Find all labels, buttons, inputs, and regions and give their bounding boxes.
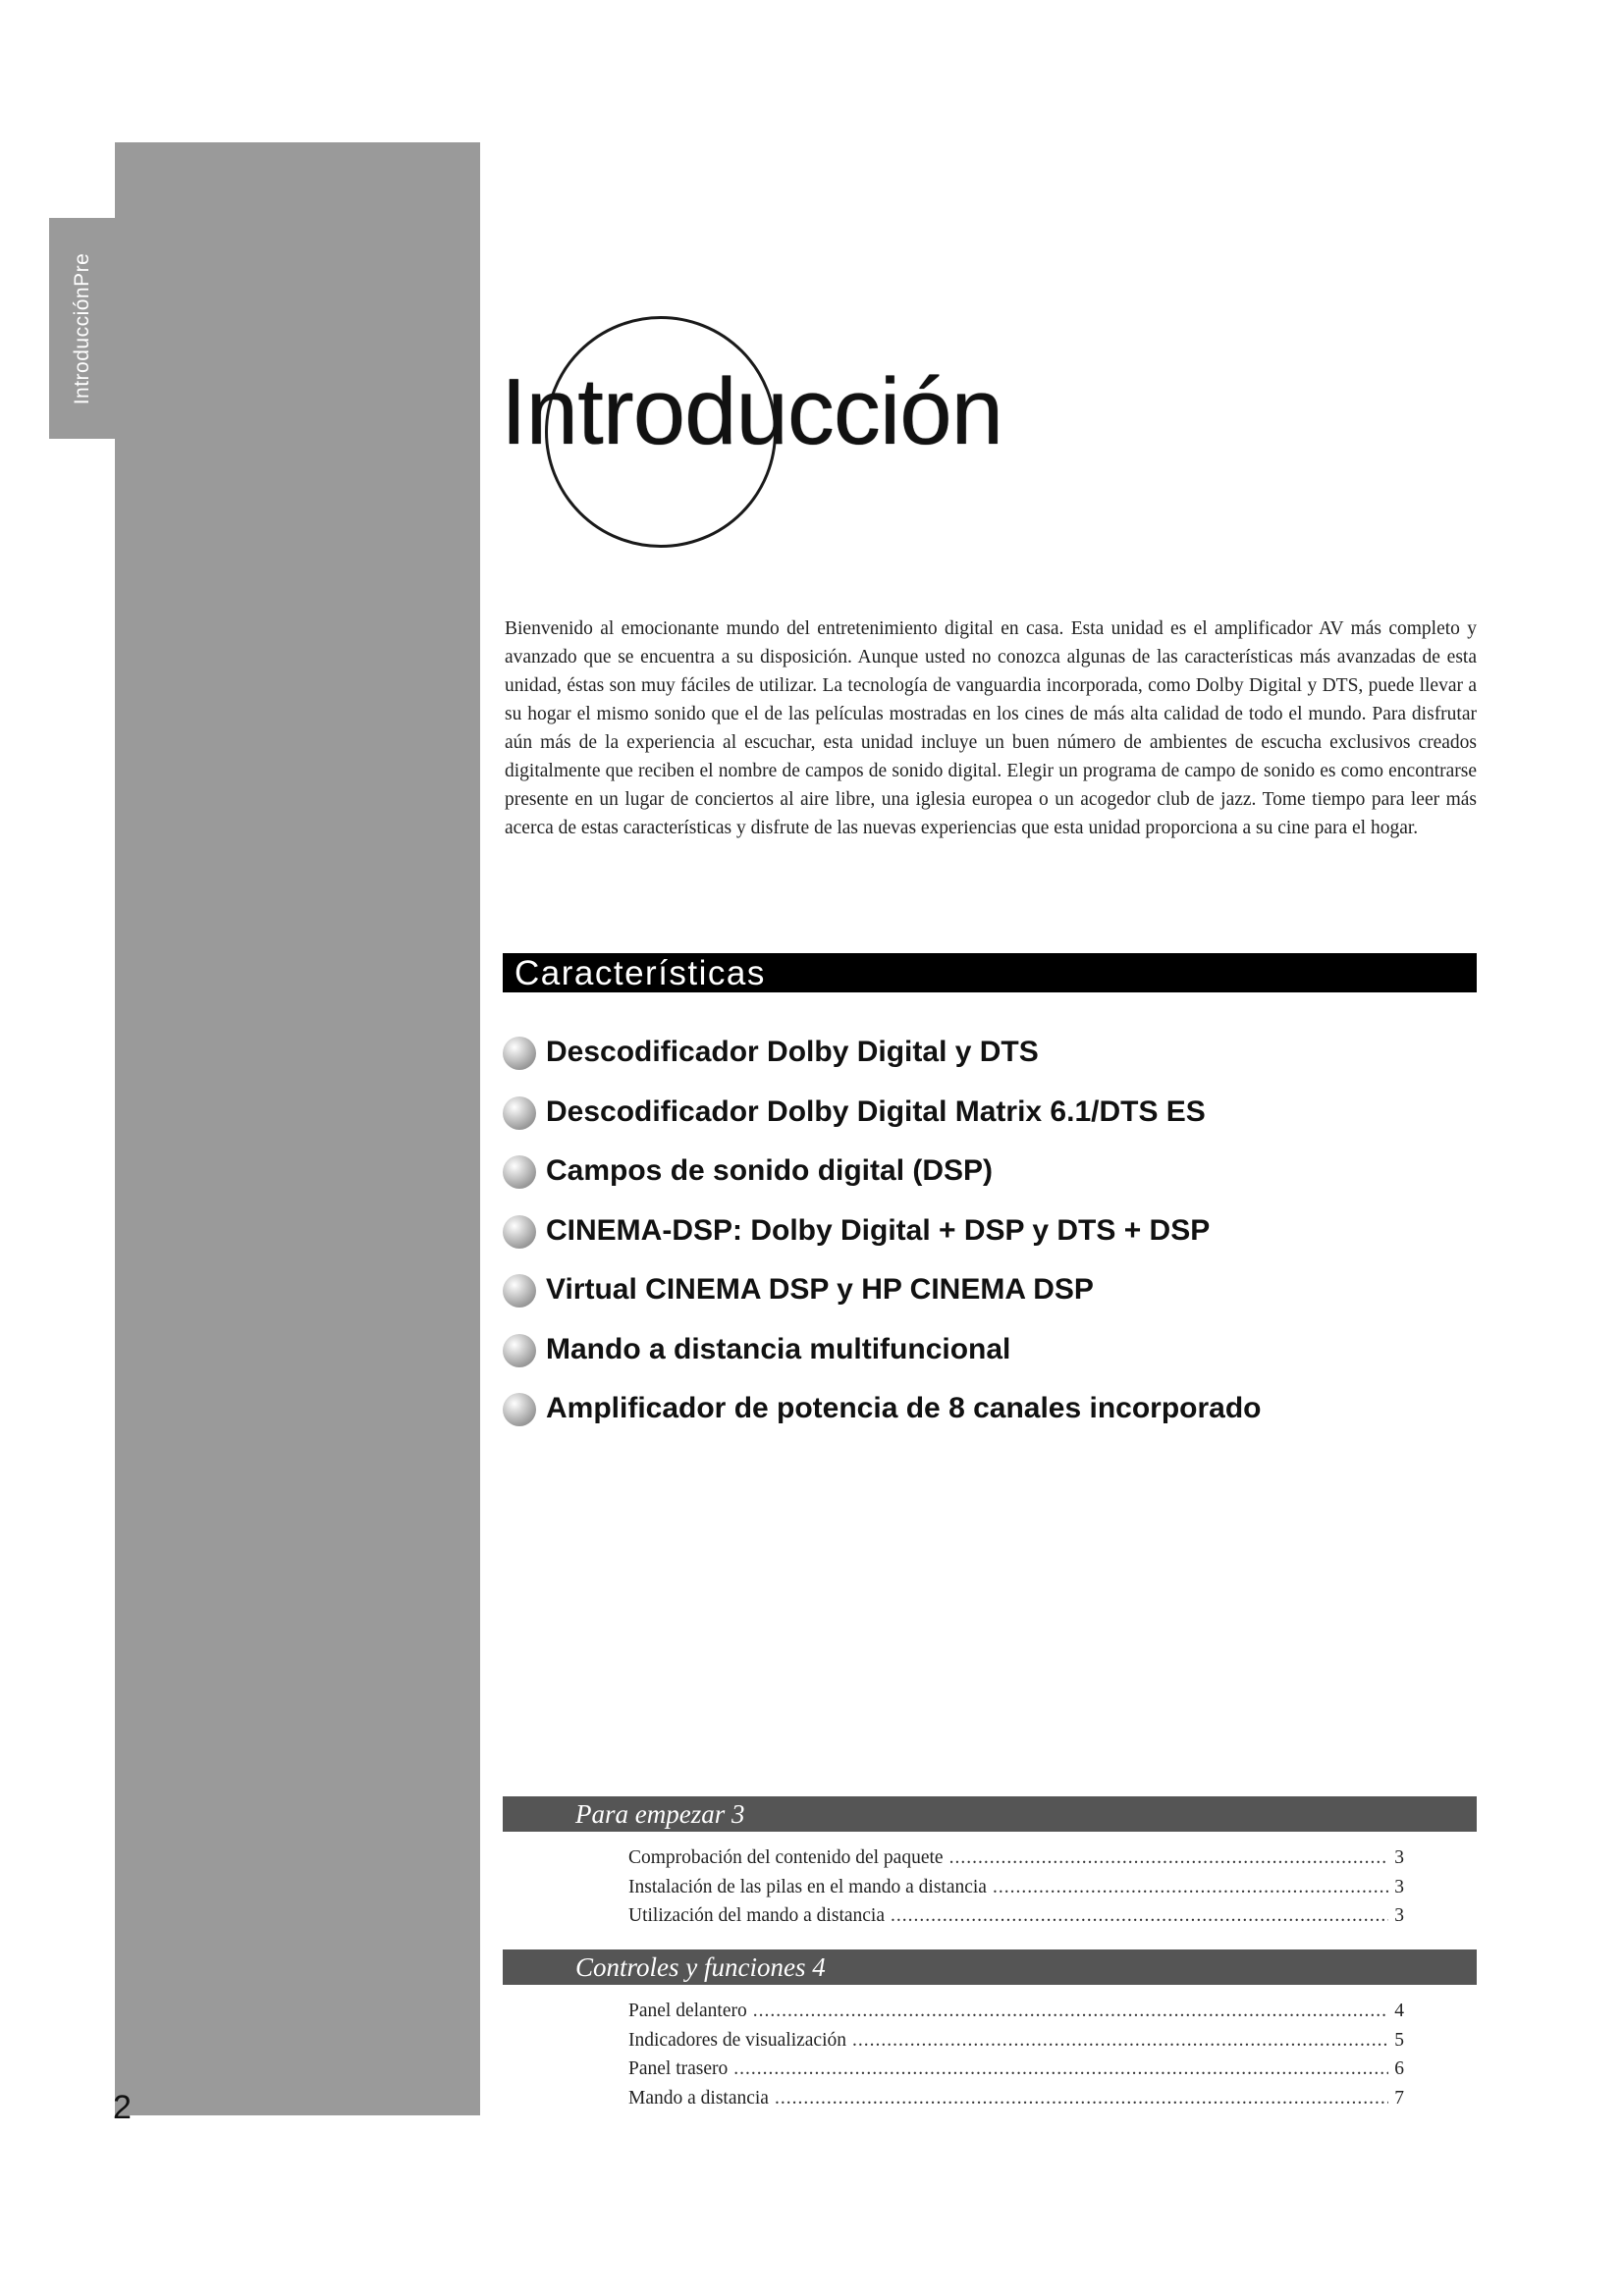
features-list <box>503 1035 1262 1451</box>
feature-item <box>503 1095 1262 1154</box>
toc-leader-dots <box>733 2055 1388 2083</box>
toc-entry-page: 3 <box>1394 1905 1404 1926</box>
toc-entry-page: 7 <box>1394 2087 1404 2109</box>
toc-entry-label: Utilización del mando a distancia <box>628 1905 885 1926</box>
toc-entry-page: 3 <box>1394 1876 1404 1897</box>
toc-entry-label: Indicadores de visualización <box>628 2029 846 2051</box>
toc-entry[interactable] <box>628 1901 1404 1931</box>
toc-entries <box>628 1997 1404 2112</box>
toc-entry-page: 6 <box>1394 2058 1404 2079</box>
chapter-side-tab-label: IntroducciónPre <box>70 252 93 404</box>
sphere-bullet-icon <box>503 1334 536 1367</box>
features-heading-bar <box>503 953 1477 992</box>
toc-entry-label: Panel delantero <box>628 2001 747 2021</box>
toc-leader-dots <box>891 1901 1388 1930</box>
toc-leader-dots <box>993 1873 1388 1901</box>
sphere-bullet-icon <box>503 1037 536 1070</box>
feature-label: Virtual CINEMA DSP y HP CINEMA DSP <box>546 1273 1094 1306</box>
feature-label: Descodificador Dolby Digital y DTS <box>546 1036 1039 1068</box>
toc-leader-dots <box>753 1997 1389 2025</box>
toc-entry-page: 5 <box>1394 2029 1404 2051</box>
toc-section-heading[interactable]: Para empezar 3 <box>575 1799 745 1829</box>
feature-item <box>503 1153 1262 1213</box>
side-band <box>115 142 480 2115</box>
toc-leader-dots <box>775 2084 1388 2112</box>
toc-entry[interactable] <box>628 2055 1404 2084</box>
toc-entry-label: Panel trasero <box>628 2058 729 2079</box>
toc-entry[interactable] <box>628 1873 1404 1902</box>
toc-entry-page: 4 <box>1394 2001 1404 2021</box>
feature-label: CINEMA-DSP: Dolby Digital + DSP y DTS + DSP <box>546 1213 1211 1247</box>
feature-item <box>503 1035 1262 1095</box>
chapter-side-tab <box>49 218 115 439</box>
feature-item <box>503 1272 1262 1332</box>
feature-item <box>503 1213 1262 1273</box>
feature-item <box>503 1391 1262 1451</box>
feature-label: Campos de sonido digital (DSP) <box>546 1154 994 1187</box>
toc-entry[interactable] <box>628 2084 1404 2113</box>
toc-entry-page: 3 <box>1394 1847 1404 1868</box>
sphere-bullet-icon <box>503 1393 536 1426</box>
sphere-bullet-icon <box>503 1155 536 1189</box>
toc-section-heading-bar <box>503 1796 1477 1832</box>
page-title: Introducción <box>501 359 1002 464</box>
toc-entry[interactable] <box>628 1843 1404 1873</box>
toc-entries <box>628 1843 1404 1931</box>
feature-label: Mando a distancia multifuncional <box>546 1332 1011 1365</box>
toc-section-heading-bar <box>503 1949 1477 1985</box>
feature-item <box>503 1332 1262 1392</box>
toc-entry-label: Instalación de las pilas en el mando a distancia <box>628 1876 987 1897</box>
toc-entry[interactable] <box>628 2026 1404 2056</box>
intro-paragraph: Bienvenido al emocionante mundo del entretenimiento digital en casa. Esta unidad es el amplificador AV más completo y avanzado que se encuentra a su disposición. Aunque usted no conozca algunas de las características más avanzadas de esta unidad, éstas son muy fáciles de utilizar. La tecnología de vanguardia incorporada, como Dolby Digital y DTS, puede llevar a su hogar el mismo sonido que el de las películas mostradas en los cines de más alta calidad de todo el mundo. Para disfrutar aún más de la experiencia al escuchar, esta unidad incluye un buen número de ambientes de escucha exclusivos creados digitalmente que reciben el nombre de campos de sonido digital. Elegir un programa de campo de sonido es como encontrarse presente en un lugar de conciertos al aire libre, una iglesia europea o un acogedor club de jazz. Tome tiempo para leer más acerca de estas características y disfrute de las nuevas experiencias que esta unidad proporciona a su cine para el hogar. <box>505 618 1477 838</box>
toc-entry-label: Mando a distancia <box>628 2087 769 2109</box>
toc-entry[interactable] <box>628 1997 1404 2026</box>
toc-entry-label: Comprobación del contenido del paquete <box>628 1847 944 1868</box>
feature-label: Amplificador de potencia de 8 canales incorporado <box>546 1392 1262 1424</box>
sphere-bullet-icon <box>503 1274 536 1308</box>
toc-leader-dots <box>949 1843 1389 1872</box>
toc-section-heading[interactable]: Controles y funciones 4 <box>575 1952 826 1982</box>
sphere-bullet-icon <box>503 1096 536 1130</box>
toc-leader-dots <box>852 2026 1388 2055</box>
page-number: 2 <box>113 2089 132 2126</box>
sphere-bullet-icon <box>503 1215 536 1249</box>
feature-label: Descodificador Dolby Digital Matrix 6.1/DTS ES <box>546 1095 1206 1128</box>
features-heading: Características <box>514 954 766 992</box>
